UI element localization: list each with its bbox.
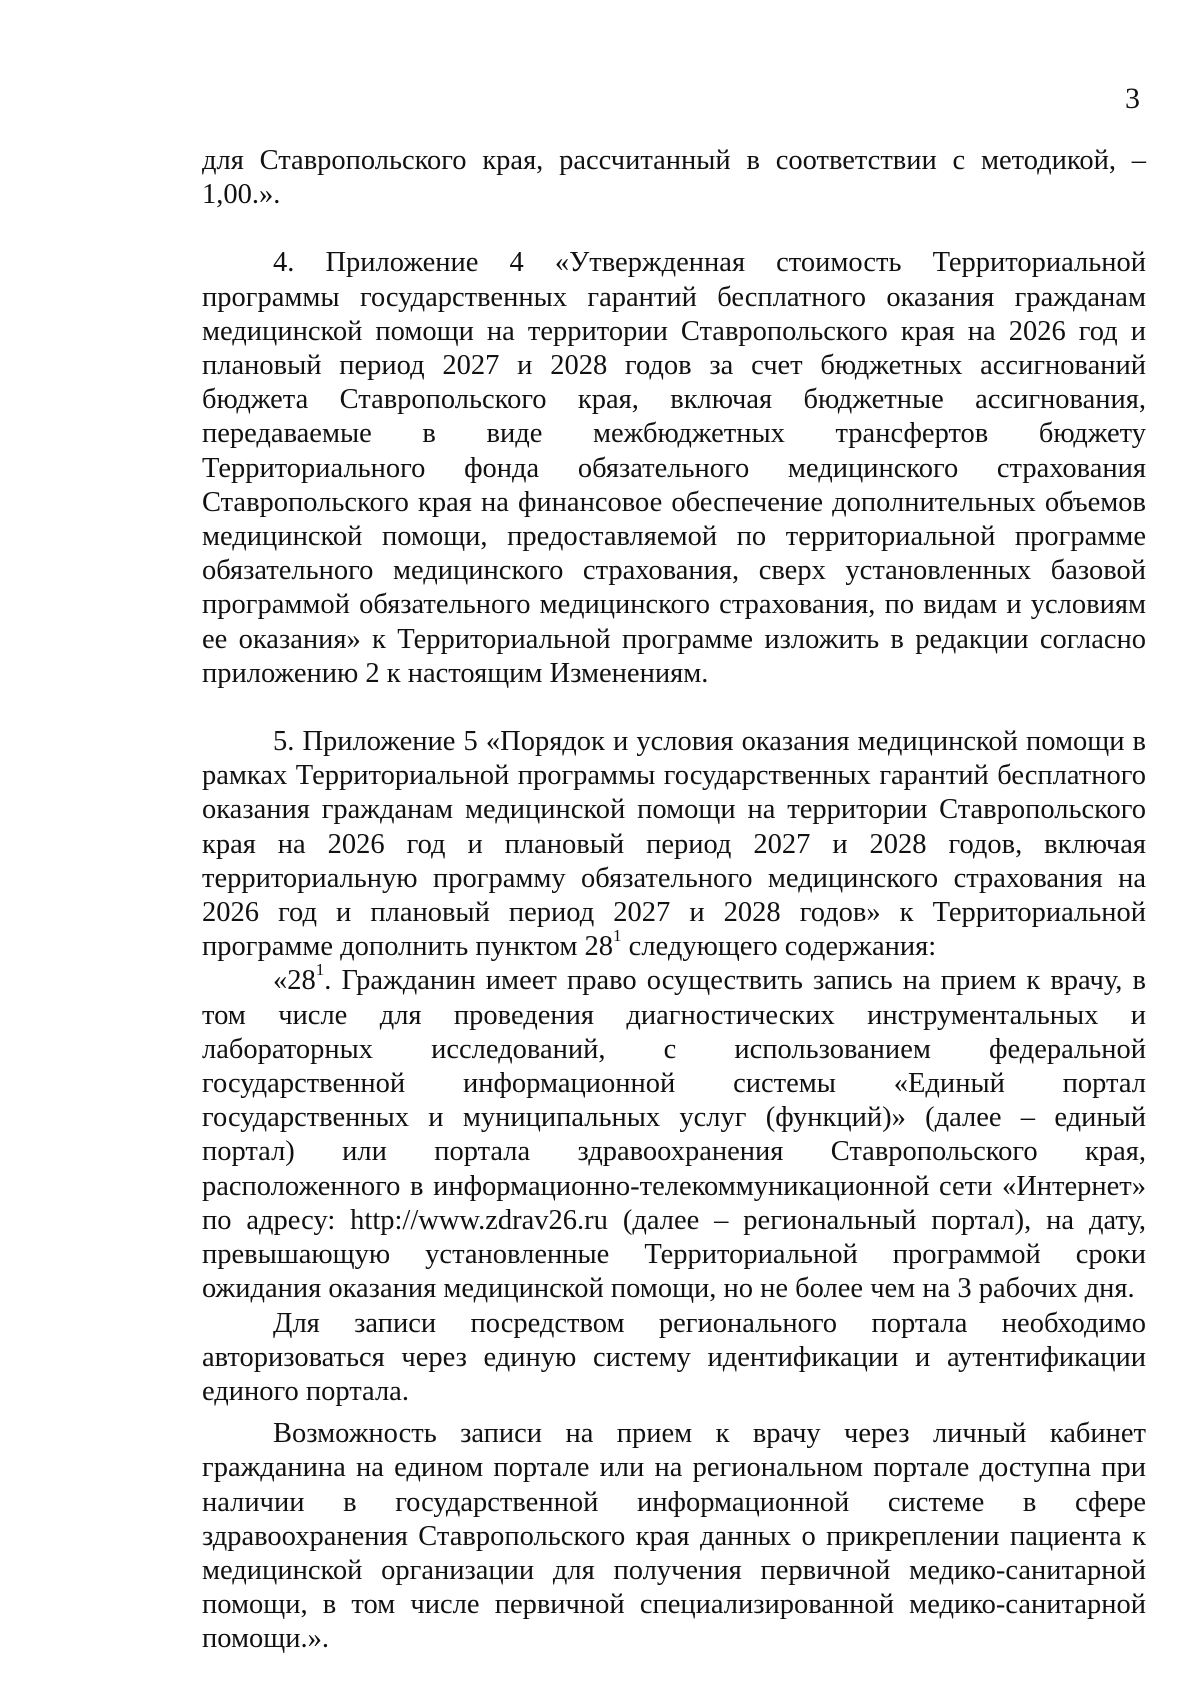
- paragraph-spacer: [202, 1409, 1146, 1417]
- document-body: [202, 144, 1146, 1657]
- point-28-1-paragraph: [202, 959, 1146, 1306]
- point-28-1-superscript: 1: [315, 959, 325, 979]
- item-4-paragraph: 4. Приложение 4 «Утвержденная стоимость Территориальной программы государственных гарантий бесплатного оказания гражданам медицинской помощи на территории Ставропольского края на 2026 год и плановый период 2027 и 2028 годов за счет бюджетных ассигнований бюджета Ставропольского края, включая бюджетные ассигнования, передаваемые в виде межбюджетных трансфертов бюджету Территориального фонда обязательного медицинского страхования Ставропольского края на финансовое обеспечение дополнительных объемов медицинской помощи, предоставляемой по территориальной программе обязательного медицинского страхования, сверх установленных базовой программой обязательного медицинского страхования, по видам и условиям ее оказания» к Территориальной программе изложить в редакции согласно приложению 2 к настоящим Изменениям.: [202, 247, 1146, 689]
- item-5-paragraph: [202, 725, 1146, 964]
- registration-paragraph: Для записи посредством регионального портала необходимо авторизоваться через единую систему идентификации и аутентификации единого портала.: [202, 1307, 1146, 1407]
- item-5-superscript: 1: [613, 925, 622, 945]
- continuation-paragraph: для Ставропольского края, рассчитанный в соответствии с методикой, – 1,00.».: [202, 145, 1146, 211]
- item-5-text: 5. Приложение 5 «Порядок и условия оказания медицинской помощи в рамках Территориальной программы государственных гарантий бесплатного оказания гражданам медицинской помощи на территории Ставропольского края на 2026 год и плановый период 2027 и 2028 годов, включая территориальную программу обязательного медицинского страхования на 2026 год и плановый период 2027 и 2028 годов» к Территориальной программе дополнить пунктом 28: [202, 726, 1146, 963]
- paragraph-spacer: [202, 212, 1146, 246]
- possibility-paragraph: Возможность записи на прием к врачу через личный кабинет гражданина на едином портале или на региональном портале доступна при наличии в государственной информационной системе в сфере здравоохранения Ставропольского края данных о прикреплении пациента к медицинской организации для получения первичной медико-санитарной помощи, в том числе первичной специализированной медико-санитарной помощи.».: [202, 1418, 1146, 1655]
- point-28-1-text: . Гражданин имеет право осуществить запись на прием к врачу, в том числе для проведения диагностических инструментальных и лабораторных исследований, с использованием федеральной государственной информационной системы «Единый портал государственных и муниципальных услуг (функций)» (далее – единый портал) или портала здравоохранения Ставропольского края, расположенного в информационно-телекоммуникационной сети «Интернет» по адресу: http://www.zdrav26.ru (далее – региональный портал), на дату, превышающую установленные Территориальной программой сроки ожидания оказания медицинской помощи, но не более чем на 3 рабочих дня.: [202, 965, 1146, 1305]
- item-5-text-end: следующего содержания:: [621, 931, 937, 963]
- paragraph-spacer: [202, 691, 1146, 725]
- page-number: 3: [1125, 82, 1140, 115]
- point-28-1-number: «28: [273, 965, 316, 997]
